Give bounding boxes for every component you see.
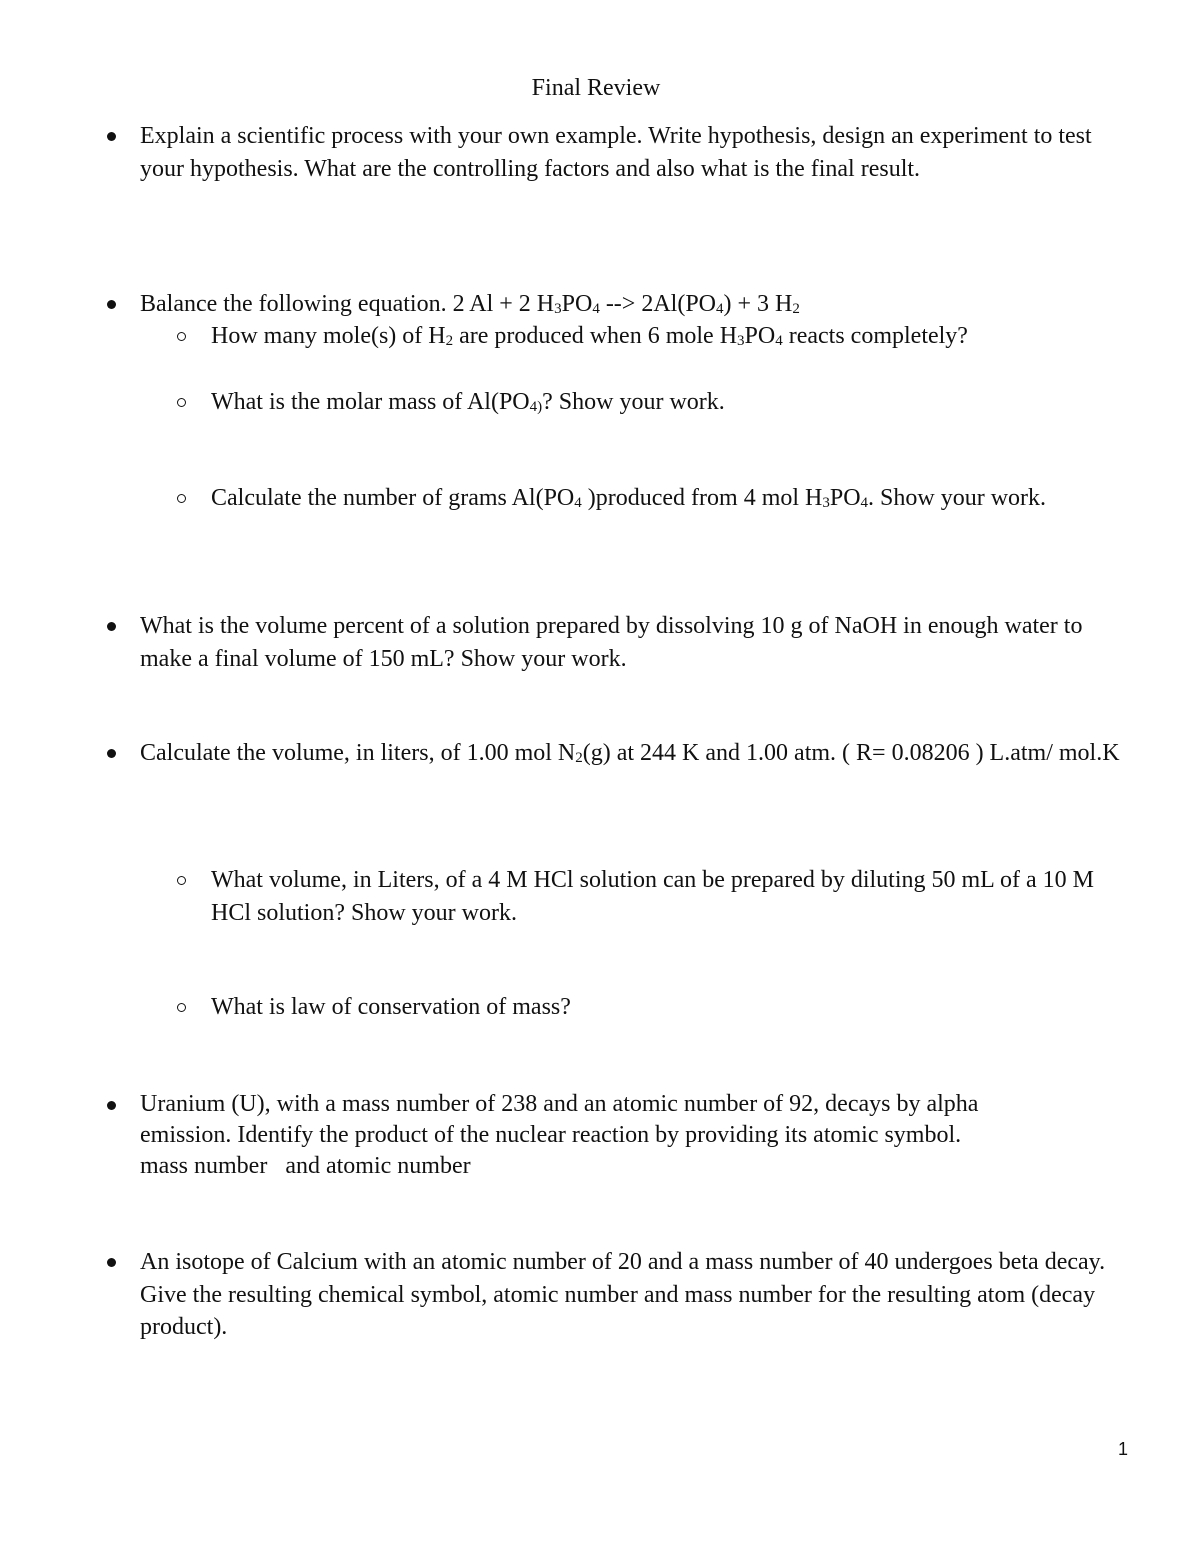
circle-bullet-icon	[177, 398, 186, 407]
question-3-text: What is the volume percent of a solution prepared by dissolving 10 g of NaOH in enough water to make a final volume of 150 mL? Show your work.	[140, 613, 1083, 672]
question-5-line-1: Uranium (U), with a mass number of 238 and an atomic number of 92, decays by alpha	[140, 1091, 979, 1117]
question-4b	[211, 991, 1131, 1024]
circle-bullet-icon	[177, 1003, 186, 1012]
question-5-line-2: emission. Identify the product of the nuclear reaction by providing its atomic symbol.	[140, 1122, 962, 1148]
bullet-icon	[107, 300, 116, 309]
question-6-text: An isotope of Calcium with an atomic number of 20 and a mass number of 40 undergoes beta decay. Give the resulting chemical symbol, atomic number and mass number for the resulting atom (decay product).	[140, 1249, 1106, 1340]
bullet-icon	[107, 1101, 116, 1110]
page-title: Final Review	[531, 75, 661, 101]
question-4	[140, 737, 1140, 770]
question-1-text: Explain a scientific process with your own example. Write hypothesis, design an experiment to test your hypothesis. What are the controlling factors and also what is the final result.	[140, 123, 1092, 182]
question-2-text: Balance the following equation. 2 Al + 2 $H_3PO_4$ --> $2Al(PO_4) + 3$ $H_2$	[140, 291, 800, 317]
question-3	[140, 610, 1140, 675]
question-2a	[211, 320, 1131, 353]
bullet-icon	[107, 1258, 116, 1267]
question-5-line-3: mass number and atomic number	[140, 1153, 471, 1179]
question-4-text: Calculate the volume, in liters, of 1.00 mol $N_2(g)$ at 244 K and 1.00 atm. ( R= 0.08206 ) L.atm/ mol.K	[140, 740, 1120, 766]
bullet-icon	[107, 749, 116, 758]
question-4a	[211, 864, 1131, 929]
question-4b-text: What is law of conservation of mass?	[211, 994, 571, 1020]
question-4a-text: What volume, in Liters, of a 4 M HCl solution can be prepared by diluting 50 mL of a 10 M HCl solution? Show your work.	[211, 867, 1094, 926]
question-2a-text: How many mole(s) of $H_2$ are produced when 6 mole $H_3PO_4$ reacts completely?	[211, 323, 968, 349]
question-2b-text: What is the molar mass of $Al(PO_{4)}$? Show your work.	[211, 389, 725, 415]
bullet-icon	[107, 622, 116, 631]
page-number: 1	[1118, 1439, 1129, 1459]
circle-bullet-icon	[177, 876, 186, 885]
question-1	[140, 120, 1140, 185]
question-5	[140, 1089, 1140, 1182]
question-2b	[211, 386, 1131, 419]
circle-bullet-icon	[177, 332, 186, 341]
bullet-icon	[107, 132, 116, 141]
question-2c	[211, 482, 1131, 515]
question-6	[140, 1246, 1140, 1344]
question-2	[140, 288, 1140, 321]
circle-bullet-icon	[177, 494, 186, 503]
question-2c-text: Calculate the number of grams $Al(PO_4$ )produced from 4 mol $H_3PO_4$. Show your work.	[211, 485, 1047, 511]
